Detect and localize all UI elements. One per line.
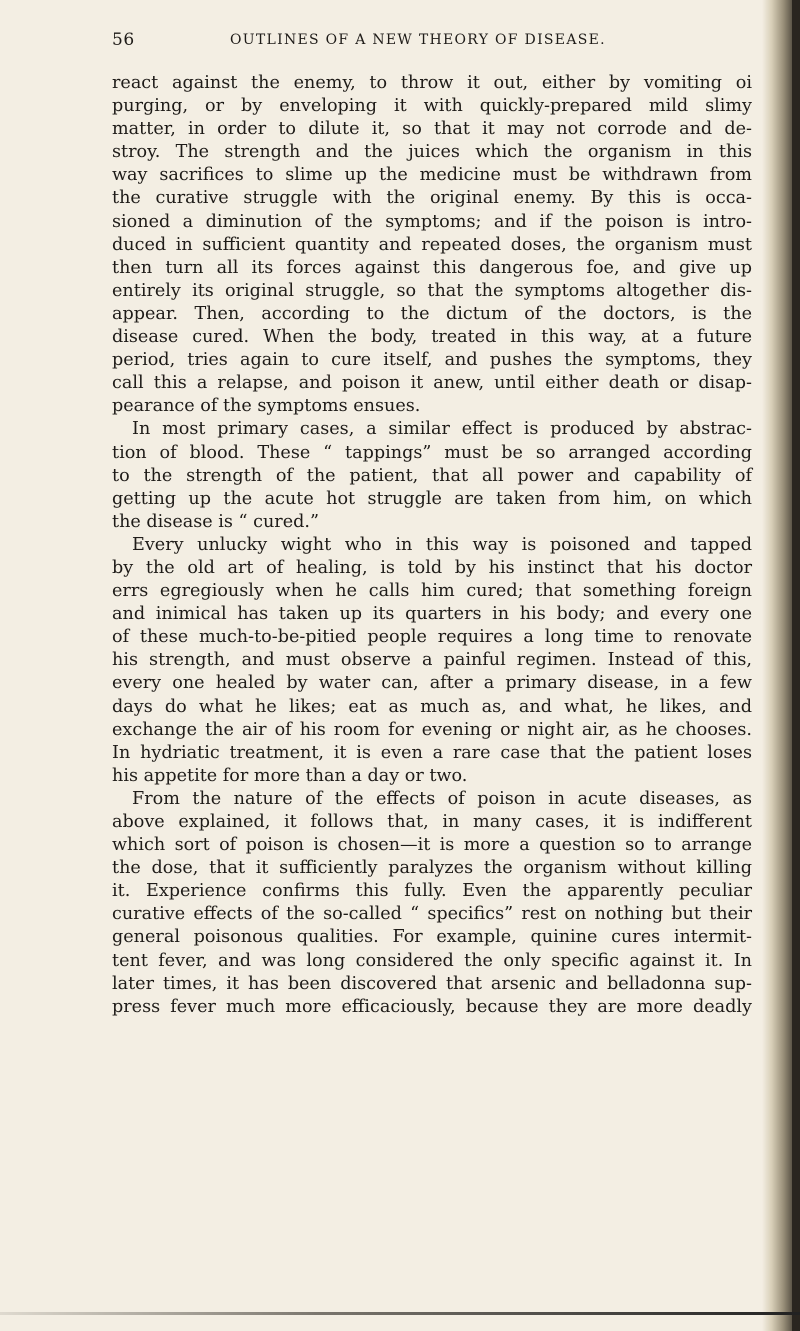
text-line: stroy. The strength and the juices which the organism in this: [112, 142, 752, 163]
text-line: getting up the acute hot struggle are taken from him, on which: [112, 488, 752, 509]
text-line: Every unlucky wight who in this way is poisoned and tapped: [132, 534, 752, 555]
text-line: general poisonous qualities. For example, quinine cures intermit-: [112, 927, 752, 948]
text-line: In hydriatic treatment, it is even a rare case that the patient loses: [112, 742, 752, 763]
page-number: 56: [112, 30, 135, 50]
text-line: days do what he likes; eat as much as, and what, he likes, and: [112, 696, 752, 717]
text-line: entirely its original struggle, so that the symptoms altogether dis-: [112, 280, 752, 301]
text-line: From the nature of the effects of poison in acute diseases, as: [132, 788, 752, 809]
text-line: tion of blood. These “ tappings” must be so arranged according: [112, 442, 752, 463]
page-bottom-rule: [0, 1312, 800, 1315]
text-line: period, tries again to cure itself, and pushes the symptoms, they: [112, 350, 752, 371]
text-line: duced in sufficient quantity and repeated doses, the organism must: [112, 234, 752, 255]
text-line: every one healed by water can, after a primary disease, in a few: [112, 673, 752, 694]
text-line: appear. Then, according to the dictum of the doctors, is the: [112, 303, 752, 324]
text-line: to the strength of the patient, that all power and capability of: [112, 465, 752, 486]
body-text: [112, 72, 752, 1019]
text-line: press fever much more efficaciously, because they are more deadly: [112, 996, 752, 1017]
text-line: by the old art of healing, is told by his instinct that his doctor: [112, 557, 752, 578]
page-edge: [792, 0, 800, 1331]
text-line: pearance of the symptoms ensues.: [112, 396, 421, 417]
running-title: OUTLINES OF A NEW THEORY OF DISEASE.: [230, 32, 606, 48]
text-line: call this a relapse, and poison it anew, until either death or disap-: [112, 373, 752, 394]
text-line: his strength, and must observe a painful regimen. Instead of this,: [112, 650, 752, 671]
text-line: later times, it has been discovered that arsenic and belladonna sup-: [112, 973, 752, 994]
text-line: matter, in order to dilute it, so that it may not corrode and de-: [112, 119, 752, 140]
text-line: disease cured. When the body, treated in this way, at a future: [112, 327, 752, 348]
text-line: In most primary cases, a similar effect is produced by abstrac-: [132, 419, 752, 440]
text-line: errs egregiously when he calls him cured; that something foreign: [112, 581, 752, 602]
text-line: sioned a diminution of the symptoms; and if the poison is intro-: [112, 211, 752, 232]
text-line: tent fever, and was long considered the only specific against it. In: [112, 950, 752, 971]
text-line: way sacrifices to slime up the medicine must be withdrawn from: [112, 165, 752, 186]
page-header: [112, 30, 752, 60]
text-line: of these much-to-be-pitied people requires a long time to renovate: [112, 627, 752, 648]
text-line: it. Experience confirms this fully. Even the apparently peculiar: [112, 881, 752, 902]
text-line: the dose, that it sufficiently paralyzes the organism without killing: [112, 858, 752, 879]
text-line: purging, or by enveloping it with quickly-prepared mild slimy: [112, 96, 752, 117]
text-line: and inimical has taken up its quarters in his body; and every one: [112, 604, 752, 625]
text-line: above explained, it follows that, in many cases, it is indifferent: [112, 812, 752, 832]
text-line: which sort of poison is chosen—it is more a question so to arrange: [112, 835, 752, 856]
text-line: react against the enemy, to throw it out, either by vomiting oi: [112, 73, 752, 93]
text-line: his appetite for more than a day or two.: [112, 765, 468, 786]
text-line: then turn all its forces against this dangerous foe, and give up: [112, 257, 752, 278]
text-line: the curative struggle with the original enemy. By this is occa-: [112, 188, 752, 209]
text-line: exchange the air of his room for evening or night air, as he chooses.: [112, 719, 752, 740]
text-line: curative effects of the so-called “ specifics” rest on nothing but their: [112, 904, 752, 925]
text-line: the disease is “ cured.”: [112, 511, 319, 532]
